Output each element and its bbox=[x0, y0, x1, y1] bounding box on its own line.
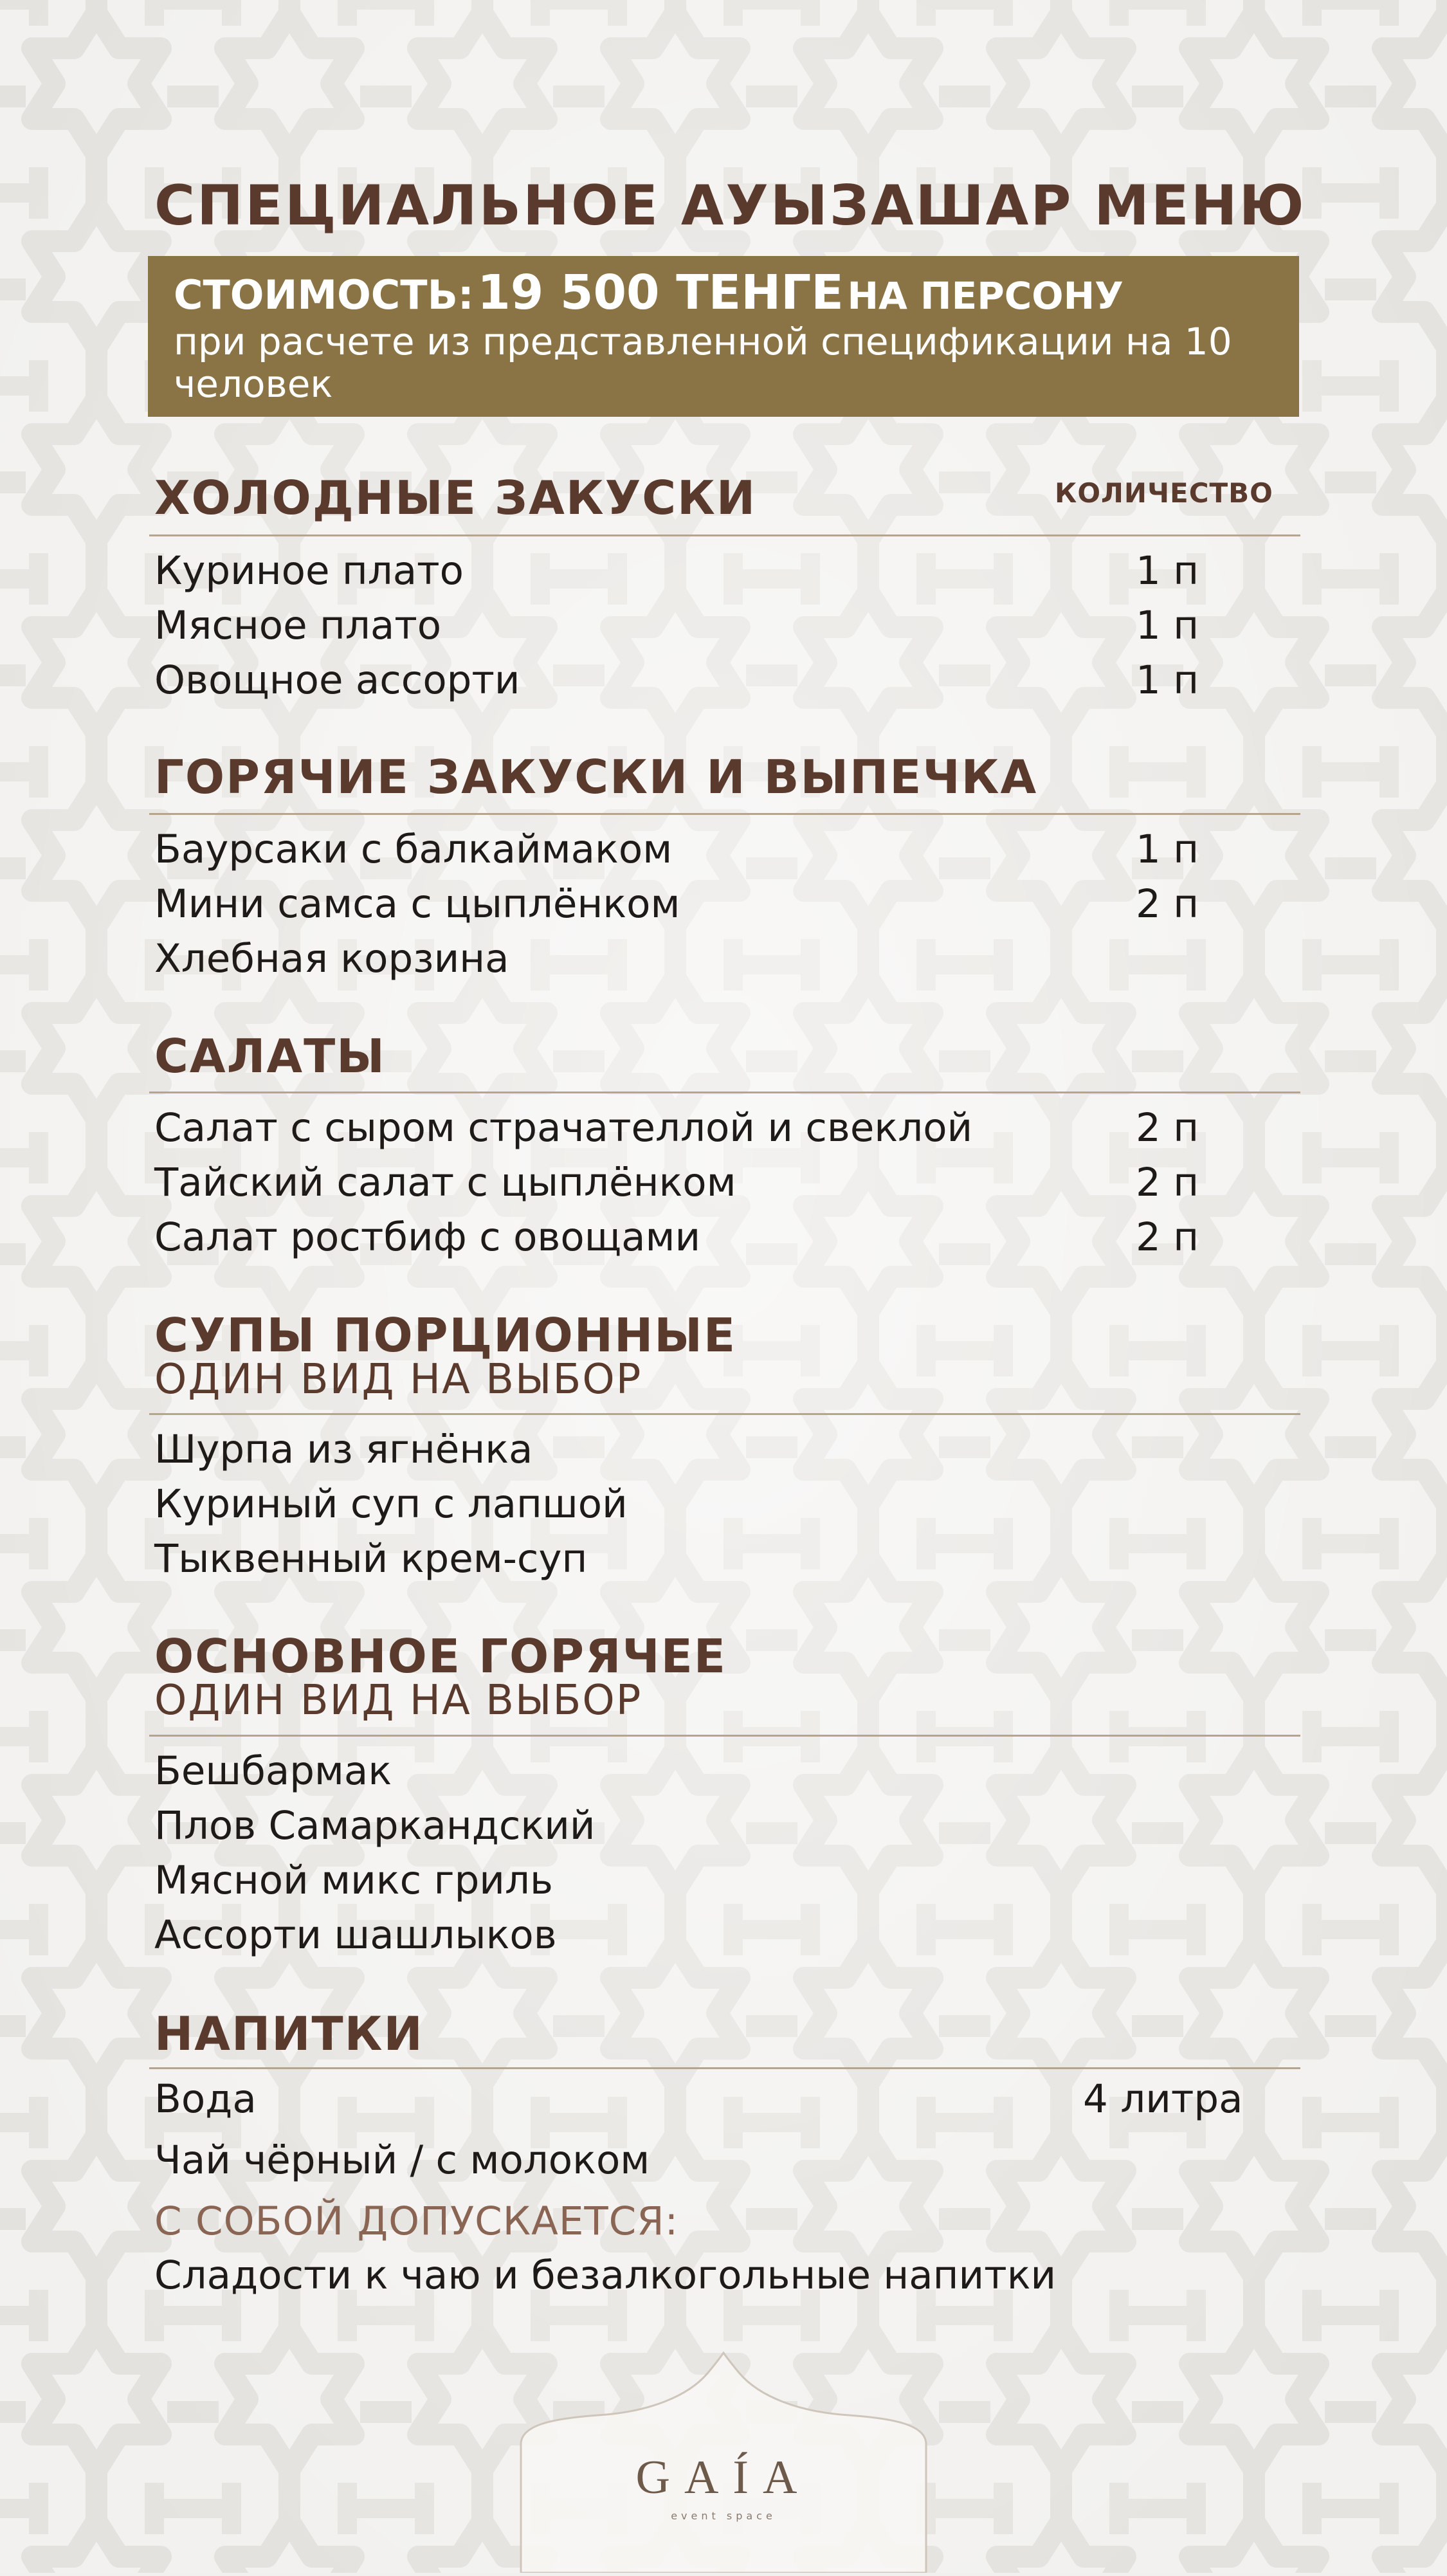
item-name: Куриное плато bbox=[154, 548, 464, 594]
item-name: Ассорти шашлыков bbox=[154, 1912, 557, 1958]
item-name: Куриный суп с лапшой bbox=[154, 1481, 628, 1527]
menu-item bbox=[154, 2076, 1286, 2128]
price-note: при расчете из представленной спецификации на 10 человек bbox=[174, 320, 1232, 406]
menu-item bbox=[154, 1748, 1286, 1800]
item-name: Мини самса с цыплёнком bbox=[154, 881, 680, 927]
item-name: Салат с сыром страчателлой и свеклой bbox=[154, 1105, 973, 1151]
logo-name: GAÍA bbox=[635, 2451, 812, 2504]
item-name: Плов Самаркандский bbox=[154, 1803, 596, 1849]
menu-item bbox=[154, 1427, 1286, 1478]
quantity-column-header: КОЛИЧЕСТВО bbox=[1055, 477, 1273, 509]
section-divider bbox=[149, 2067, 1300, 2069]
menu-item bbox=[154, 2137, 1286, 2189]
item-name: Тыквенный крем-суп bbox=[154, 1536, 588, 1582]
logo-tagline: event space bbox=[671, 2510, 776, 2522]
section-title-salads: САЛАТЫ bbox=[154, 1029, 386, 1083]
menu-item bbox=[154, 1858, 1286, 1909]
allowed-items-label: С СОБОЙ ДОПУСКАЕТСЯ: bbox=[154, 2198, 679, 2244]
item-name: Салат ростбиф с овощами bbox=[154, 1214, 701, 1260]
section-divider bbox=[149, 1735, 1300, 1737]
menu-title: СПЕЦИАЛЬНОЕ АУЫЗАШАР МЕНЮ bbox=[154, 174, 1306, 238]
menu-item bbox=[154, 657, 1286, 709]
menu-item bbox=[154, 1105, 1286, 1156]
menu-item bbox=[154, 1214, 1286, 1266]
allowed-items-text: Сладости к чаю и безалкогольные напитки bbox=[154, 2252, 1057, 2298]
menu-item bbox=[154, 1912, 1286, 1964]
section-title-drinks: НАПИТКИ bbox=[154, 2007, 424, 2061]
price-banner bbox=[148, 256, 1299, 417]
item-quantity: 1 п bbox=[1136, 827, 1199, 872]
item-quantity: 4 литра bbox=[1083, 2076, 1243, 2122]
section-title-main-course: ОСНОВНОЕ ГОРЯЧЕЕ bbox=[154, 1629, 727, 1683]
item-name: Тайский салат с цыплёнком bbox=[154, 1160, 736, 1205]
section-title-hot-snacks: ГОРЯЧИЕ ЗАКУСКИ И ВЫПЕЧКА bbox=[154, 750, 1038, 804]
menu-item bbox=[154, 1803, 1286, 1854]
section-title-cold-snacks: ХОЛОДНЫЕ ЗАКУСКИ bbox=[154, 471, 757, 525]
section-subtitle-main-course: ОДИН ВИД НА ВЫБОР bbox=[154, 1677, 642, 1724]
item-quantity: 1 п bbox=[1136, 603, 1199, 648]
menu-item bbox=[154, 1536, 1286, 1587]
section-title-soups: СУПЫ ПОРЦИОННЫЕ bbox=[154, 1308, 737, 1362]
gaia-logo bbox=[514, 2348, 933, 2573]
item-quantity: 2 п bbox=[1136, 1105, 1199, 1151]
item-quantity: 2 п bbox=[1136, 881, 1199, 927]
menu-item bbox=[154, 1481, 1286, 1533]
item-name: Вода bbox=[154, 2076, 257, 2122]
menu-item bbox=[154, 603, 1286, 654]
menu-item bbox=[154, 827, 1286, 878]
item-name: Шурпа из ягнёнка bbox=[154, 1427, 533, 1472]
price-per-person: НА ПЕРСОНУ bbox=[847, 274, 1124, 318]
item-quantity: 2 п bbox=[1136, 1160, 1199, 1205]
item-name: Мясной микс гриль bbox=[154, 1858, 553, 1903]
section-divider bbox=[149, 813, 1300, 815]
section-divider bbox=[149, 1413, 1300, 1415]
menu-item bbox=[154, 548, 1286, 599]
item-name: Хлебная корзина bbox=[154, 936, 509, 982]
item-quantity: 2 п bbox=[1136, 1214, 1199, 1260]
item-name: Мясное плато bbox=[154, 603, 442, 648]
item-quantity: 1 п bbox=[1136, 548, 1199, 594]
section-subtitle-soups: ОДИН ВИД НА ВЫБОР bbox=[154, 1356, 642, 1403]
menu-item bbox=[154, 881, 1286, 933]
price-line bbox=[174, 265, 1124, 320]
item-name: Овощное ассорти bbox=[154, 657, 520, 703]
section-divider bbox=[149, 534, 1300, 536]
price-label: СТОИМОСТЬ: bbox=[174, 271, 474, 318]
menu-item bbox=[154, 1160, 1286, 1211]
item-quantity: 1 п bbox=[1136, 657, 1199, 703]
item-name: Чай чёрный / с молоком bbox=[154, 2137, 650, 2183]
section-divider bbox=[149, 1092, 1300, 1093]
price-amount: 19 500 ТЕНГЕ bbox=[477, 265, 844, 320]
item-name: Баурсаки с балкаймаком bbox=[154, 827, 673, 872]
menu-item bbox=[154, 2252, 1286, 2304]
menu-item bbox=[154, 936, 1286, 987]
item-name: Бешбармак bbox=[154, 1748, 392, 1794]
